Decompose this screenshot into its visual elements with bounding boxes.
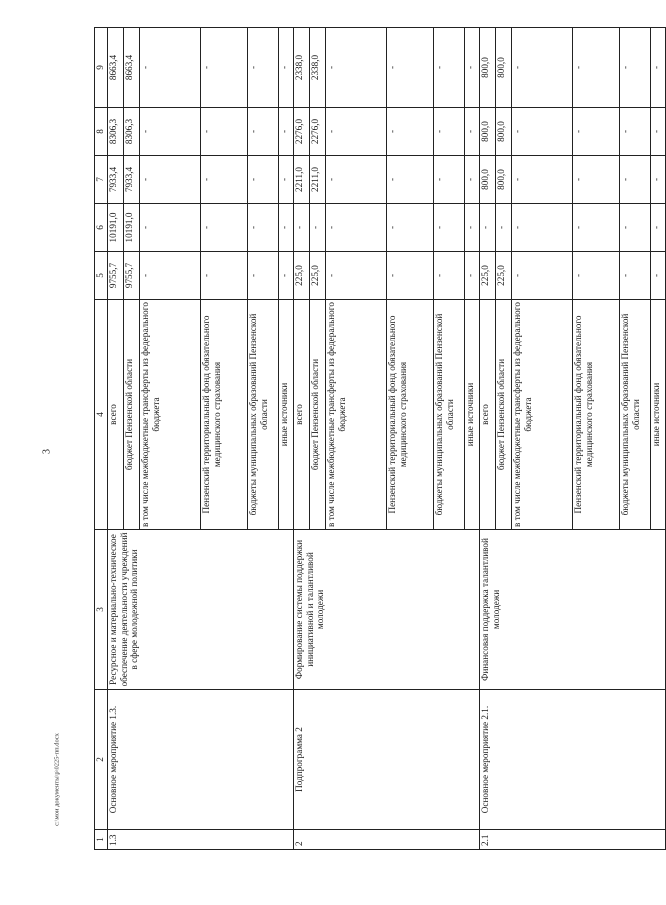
- activity-description: Формирование системы поддержки инициативной и талантливой молодежи: [294, 530, 480, 690]
- amount-cell: 8663,4: [124, 28, 140, 108]
- amount-cell: 800,0: [480, 156, 496, 204]
- amount-cell: 800,0: [480, 28, 496, 108]
- amount-cell: -: [201, 252, 248, 300]
- table-row: [294, 28, 310, 850]
- amount-cell: -: [201, 156, 248, 204]
- amount-cell: 2211,0: [294, 156, 310, 204]
- rotated-table-container: [94, 28, 661, 850]
- amount-cell: 10191,0: [124, 204, 140, 252]
- funding-source: бюджет Пензенской области: [310, 300, 326, 530]
- activity-name: Основное мероприятие 2.1.: [480, 690, 666, 830]
- amount-cell: -: [651, 28, 666, 108]
- amount-cell: -: [387, 252, 434, 300]
- funding-source: в том числе межбюджетные трансферты из федерального бюджета: [326, 300, 387, 530]
- amount-cell: 7933,4: [108, 156, 124, 204]
- amount-cell: 800,0: [496, 28, 512, 108]
- column-number: 4: [95, 300, 108, 530]
- column-number: 2: [95, 690, 108, 830]
- funding-source: в том числе межбюджетные трансферты из федерального бюджета: [512, 300, 573, 530]
- amount-cell: -: [326, 252, 387, 300]
- amount-cell: 225,0: [294, 252, 310, 300]
- amount-cell: -: [387, 156, 434, 204]
- amount-cell: -: [201, 28, 248, 108]
- amount-cell: 8306,3: [124, 108, 140, 156]
- column-number: 7: [95, 156, 108, 204]
- amount-cell: -: [434, 156, 465, 204]
- amount-cell: -: [140, 204, 201, 252]
- row-code: 2.1: [480, 830, 666, 850]
- funding-source: иные источники: [651, 300, 666, 530]
- amount-cell: -: [248, 252, 279, 300]
- budget-table: [94, 27, 666, 850]
- amount-cell: -: [512, 156, 573, 204]
- amount-cell: -: [465, 252, 480, 300]
- amount-cell: -: [434, 204, 465, 252]
- funding-source: всего: [108, 300, 124, 530]
- amount-cell: -: [620, 108, 651, 156]
- amount-cell: 9755,7: [124, 252, 140, 300]
- funding-source: Пензенский территориальный фонд обязательного медицинского страхования: [573, 300, 620, 530]
- amount-cell: 800,0: [496, 108, 512, 156]
- amount-cell: 8306,3: [108, 108, 124, 156]
- amount-cell: -: [620, 252, 651, 300]
- funding-source: Пензенский территориальный фонд обязательного медицинского страхования: [387, 300, 434, 530]
- amount-cell: -: [140, 28, 201, 108]
- amount-cell: 2211,0: [310, 156, 326, 204]
- amount-cell: -: [326, 28, 387, 108]
- funding-source: иные источники: [279, 300, 294, 530]
- column-number: 5: [95, 252, 108, 300]
- column-number: 6: [95, 204, 108, 252]
- activity-description: Финансовая поддержка талантливой молодежи: [480, 530, 666, 690]
- amount-cell: -: [512, 28, 573, 108]
- amount-cell: -: [387, 204, 434, 252]
- amount-cell: -: [651, 156, 666, 204]
- activity-name: Подпрограмма 2: [294, 690, 480, 830]
- column-number: 8: [95, 108, 108, 156]
- table-body: [108, 28, 666, 850]
- amount-cell: -: [248, 28, 279, 108]
- amount-cell: -: [512, 204, 573, 252]
- amount-cell: -: [279, 204, 294, 252]
- amount-cell: 9755,7: [108, 252, 124, 300]
- file-path-footer: c:\мои документы\р\0225-пп.docx: [53, 733, 61, 826]
- funding-source: Пензенский территориальный фонд обязательного медицинского страхования: [201, 300, 248, 530]
- amount-cell: -: [573, 108, 620, 156]
- amount-cell: -: [512, 252, 573, 300]
- amount-cell: -: [651, 252, 666, 300]
- activity-description: Ресурсное и материально-техническое обеспечение деятельности учреждений в сфере молодежной политики: [108, 530, 294, 690]
- amount-cell: 800,0: [496, 156, 512, 204]
- amount-cell: -: [248, 204, 279, 252]
- amount-cell: 10191,0: [108, 204, 124, 252]
- funding-source: иные источники: [465, 300, 480, 530]
- amount-cell: -: [279, 252, 294, 300]
- amount-cell: 800,0: [480, 108, 496, 156]
- amount-cell: -: [201, 204, 248, 252]
- amount-cell: -: [434, 252, 465, 300]
- column-header: [95, 28, 108, 850]
- amount-cell: -: [279, 156, 294, 204]
- funding-source: бюджет Пензенской области: [124, 300, 140, 530]
- row-code: 2: [294, 830, 480, 850]
- header-row: [95, 28, 108, 850]
- amount-cell: -: [573, 204, 620, 252]
- budget-table-area: [94, 28, 661, 850]
- amount-cell: 225,0: [496, 252, 512, 300]
- page-number: 3: [41, 449, 53, 454]
- amount-cell: -: [201, 108, 248, 156]
- amount-cell: -: [465, 28, 480, 108]
- amount-cell: 2338,0: [310, 28, 326, 108]
- amount-cell: 2338,0: [294, 28, 310, 108]
- amount-cell: -: [248, 108, 279, 156]
- amount-cell: -: [651, 108, 666, 156]
- amount-cell: 225,0: [480, 252, 496, 300]
- funding-source: бюджеты муниципальных образований Пензенской области: [434, 300, 465, 530]
- amount-cell: -: [573, 28, 620, 108]
- amount-cell: -: [465, 156, 480, 204]
- table-row: [108, 28, 124, 850]
- amount-cell: -: [480, 204, 496, 252]
- amount-cell: -: [294, 204, 310, 252]
- amount-cell: -: [620, 204, 651, 252]
- amount-cell: -: [279, 28, 294, 108]
- amount-cell: -: [140, 108, 201, 156]
- funding-source: всего: [480, 300, 496, 530]
- amount-cell: -: [512, 108, 573, 156]
- amount-cell: -: [140, 252, 201, 300]
- activity-name: Основное мероприятие 1.3.: [108, 690, 294, 830]
- amount-cell: 8663,4: [108, 28, 124, 108]
- amount-cell: -: [573, 252, 620, 300]
- amount-cell: -: [279, 108, 294, 156]
- amount-cell: -: [326, 156, 387, 204]
- amount-cell: -: [387, 28, 434, 108]
- amount-cell: 2276,0: [310, 108, 326, 156]
- amount-cell: -: [248, 156, 279, 204]
- amount-cell: -: [620, 156, 651, 204]
- amount-cell: 225,0: [310, 252, 326, 300]
- amount-cell: 2276,0: [294, 108, 310, 156]
- amount-cell: -: [310, 204, 326, 252]
- funding-source: бюджеты муниципальных образований Пензенской области: [248, 300, 279, 530]
- amount-cell: -: [465, 204, 480, 252]
- amount-cell: -: [434, 108, 465, 156]
- amount-cell: -: [573, 156, 620, 204]
- amount-cell: -: [465, 108, 480, 156]
- amount-cell: -: [620, 28, 651, 108]
- funding-source: в том числе межбюджетные трансферты из федерального бюджета: [140, 300, 201, 530]
- funding-source: бюджеты муниципальных образований Пензенской области: [620, 300, 651, 530]
- column-number: 3: [95, 530, 108, 690]
- amount-cell: -: [326, 204, 387, 252]
- column-number: 1: [95, 830, 108, 850]
- amount-cell: -: [651, 204, 666, 252]
- row-code: 1.3: [108, 830, 294, 850]
- amount-cell: 7933,4: [124, 156, 140, 204]
- funding-source: бюджет Пензенской области: [496, 300, 512, 530]
- amount-cell: -: [434, 28, 465, 108]
- table-row: [480, 28, 496, 850]
- funding-source: всего: [294, 300, 310, 530]
- amount-cell: -: [496, 204, 512, 252]
- amount-cell: -: [326, 108, 387, 156]
- amount-cell: -: [140, 156, 201, 204]
- column-number: 9: [95, 28, 108, 108]
- amount-cell: -: [387, 108, 434, 156]
